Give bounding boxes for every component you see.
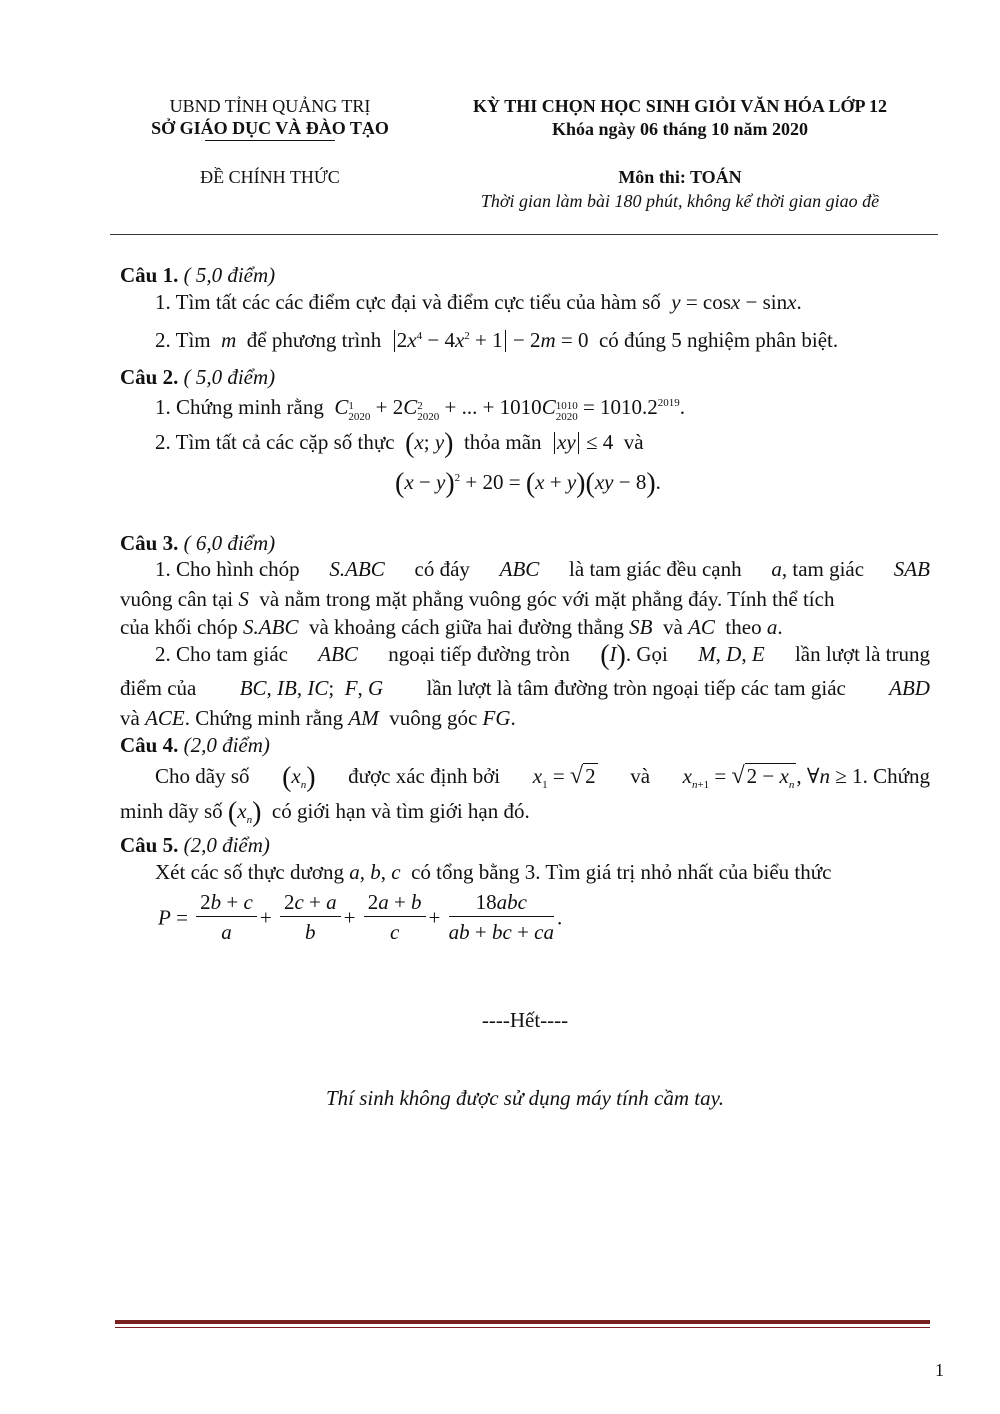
q2-part2-text-b: thỏa mãn: [463, 430, 542, 454]
q3-part2-line1: 2. Cho tam giác ABC ngoại tiếp đường tròn (I). Gọi M, D, E lần lượt là trung: [155, 640, 930, 671]
q1-function: y = cosx − sinx.: [671, 290, 802, 314]
q1-title: [120, 262, 275, 288]
q2-part1-text: 1. Chứng minh rằng: [155, 395, 324, 419]
page-number: 1: [935, 1360, 944, 1380]
q1-part2-text-a: 2. Tìm: [155, 328, 211, 352]
q1-param-m: m: [215, 328, 242, 352]
q1-points: ( 5,0 điểm): [183, 263, 276, 287]
q5-expression: P = $\frac{2b + c}{a}$ + $\frac{2c + a}{b}$ + $\frac{2a + b}{c}$ + $\frac{\text{18abc}}{ab + bc + ca}$ .: [158, 890, 563, 944]
q3-part2-line3: và ACE. Chứng minh rằng AM vuông góc FG.: [120, 706, 516, 730]
q3-part1-line2: vuông cân tại S và nằm trong mặt phẳng vuông góc với mặt phẳng đáy. Tính thể tích: [120, 587, 835, 611]
q2-title: [120, 364, 275, 390]
issuer-department: SỞ GIÁO DỤC VÀ ĐÀO TẠO: [151, 118, 389, 138]
q5-title: [120, 832, 270, 858]
issuer-block: [120, 95, 420, 139]
q2-points: ( 5,0 điểm): [183, 365, 276, 389]
q1-equation: $2x^4 - 4x^2 + 1 - 2m = 0$: [387, 328, 594, 352]
q5-label: Câu 5.: [120, 833, 179, 857]
footer-rule-thin: [115, 1327, 930, 1328]
q4-line1: Cho dãy số $(x_n)$ được xác định bởi $x_1 = √2$ và $x_{n+1} = √2 - x_n$, ∀n ≥ 1. Chứng: [155, 762, 930, 793]
q2-part2: [155, 428, 644, 458]
q1-label: Câu 1.: [120, 263, 179, 287]
q2-part2-text-a: 2. Tìm tất cả các cặp số thực: [155, 430, 395, 454]
q5-line1: Xét các số thực dương a, b, c có tổng bằng 3. Tìm giá trị nhỏ nhất của biểu thức: [155, 860, 832, 884]
q4-line2: minh dãy số $(x_n)$ có giới hạn và tìm giới hạn đó.: [120, 797, 530, 828]
exam-duration: Thời gian làm bài 180 phút, không kể thời gian giao đề: [480, 191, 880, 211]
exam-subject: Môn thi: TOÁN: [618, 167, 742, 187]
header-divider: [110, 234, 938, 235]
footer-rule-thick: [115, 1320, 930, 1324]
end-mark: ----Hết----: [481, 1008, 569, 1032]
q3-label: Câu 3.: [120, 531, 179, 555]
q4-title: [120, 732, 270, 758]
q1-part2-text-c: có đúng 5 nghiệm phân biệt.: [598, 328, 839, 352]
q1-part2: [155, 326, 838, 354]
footer-note: Thí sinh không được sử dụng máy tính cầm tay.: [325, 1086, 725, 1110]
q1-part1-text: 1. Tìm tất các các điểm cực đại và điểm cực tiểu của hàm số: [155, 290, 661, 314]
q3-part2-line2: điểm của BC, IB, IC; F, G lần lượt là tâm đường tròn ngoại tiếp các tam giác ABD: [120, 676, 930, 700]
q2-condition: xy ≤ 4: [547, 430, 619, 454]
q3-points: ( 6,0 điểm): [183, 531, 276, 555]
q2-equation: $(x - y)^2 + 20 = (x + y)(xy - 8)$.: [395, 468, 661, 499]
department-underline: [205, 140, 335, 141]
q3-title: [120, 530, 275, 556]
q2-part1: [155, 393, 685, 423]
q4-label: Câu 4.: [120, 733, 179, 757]
q3-part1-line3: của khối chóp S.ABC và khoảng cách giữa hai đường thẳng SB và AC theo a.: [120, 615, 783, 639]
exam-date: Khóa ngày 06 tháng 10 năm 2020: [551, 119, 809, 139]
q3-part1-line1: 1. Cho hình chóp S.ABC có đáy ABC là tam giác đều cạnh a, tam giác SAB: [155, 557, 930, 581]
exam-title: KỲ THI CHỌN HỌC SINH GIỎI VĂN HÓA LỚP 12: [473, 96, 887, 116]
q2-identity: C 1 2020 + 2C 2 2020 + ... + 1010C 1010 2020 = $1010.2^{2019}$.: [334, 395, 686, 423]
q2-part2-text-c: và: [623, 430, 644, 454]
q1-part2-text-b: để phương trình: [246, 328, 382, 352]
q4-points: (2,0 điểm): [183, 733, 270, 757]
q2-pair: (x; y): [405, 428, 454, 459]
q1-part1: [155, 288, 802, 316]
q2-label: Câu 2.: [120, 365, 179, 389]
q5-points: (2,0 điểm): [183, 833, 270, 857]
issuer-province: UBND TỈNH QUẢNG TRỊ: [169, 96, 371, 116]
official-label: ĐỀ CHÍNH THỨC: [200, 167, 340, 187]
